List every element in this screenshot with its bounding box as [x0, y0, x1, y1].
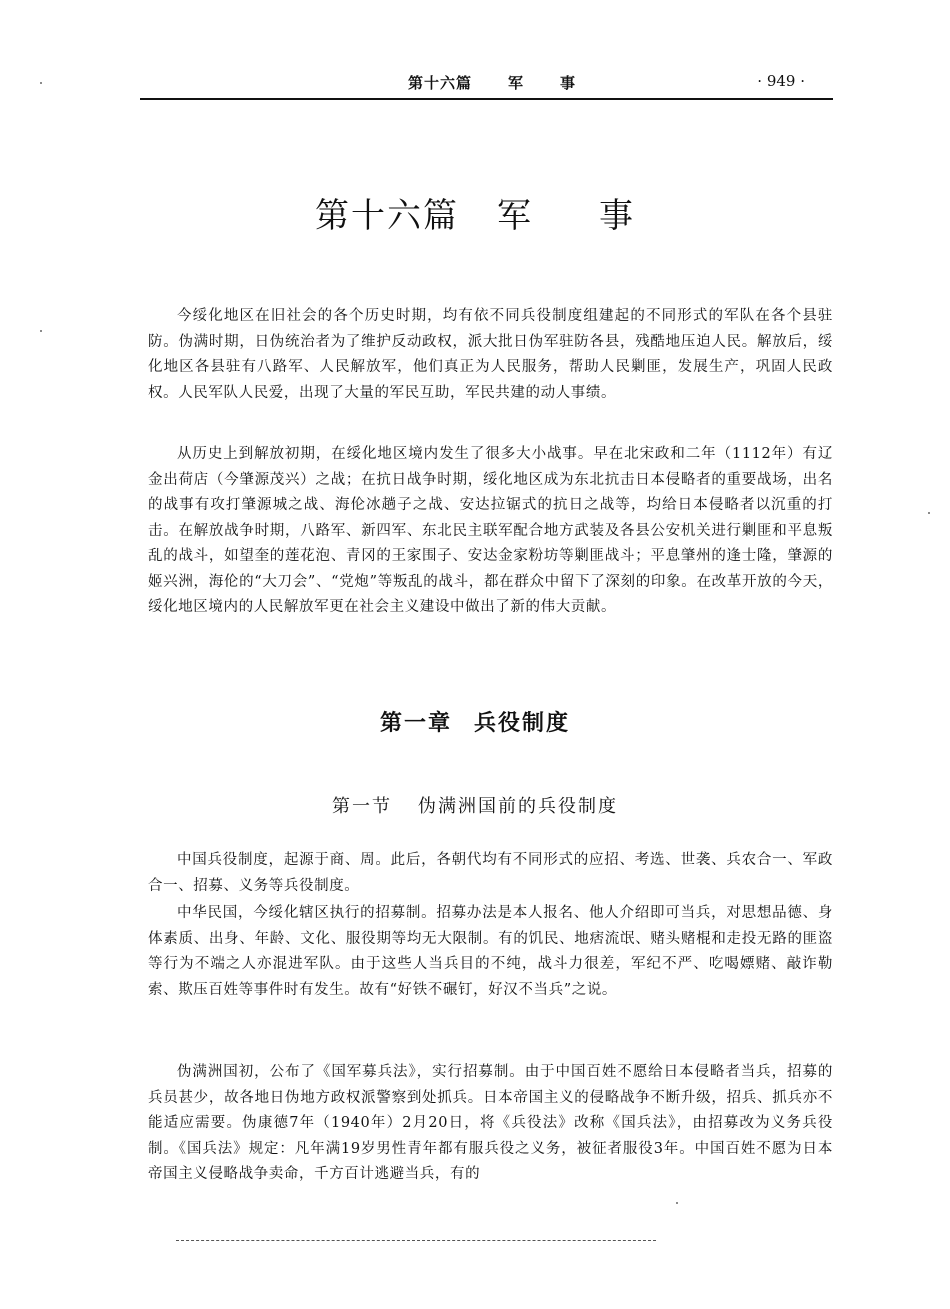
section-title	[0, 792, 950, 818]
bottom-dashed-rule	[176, 1240, 656, 1241]
body-paragraph-1: 中国兵役制度，起源于商、周。此后，各朝代均有不同形式的应招、考选、世袭、兵农合一、军政合一、招募、义务等兵役制度。	[148, 852, 833, 894]
scan-speck	[928, 512, 930, 514]
running-head-char1: 军	[508, 74, 525, 92]
section-number: 第一节	[332, 796, 392, 817]
intro-paragraph-1: 今绥化地区在旧社会的各个历史时期，均有依不同兵役制度组建起的不同形式的军队在各个县驻防。伪满时期，日伪统治者为了维护反动政权，派大批日伪军驻防各县，残酷地压迫人民。解放后，绥化地区各县驻有八路军、人民解放军，他们真正为人民服务，帮助人民剿匪，发展生产，巩固人民政权。人民军队人民爱，出现了大量的军民互助，军民共建的动人事绩。	[148, 308, 833, 401]
running-head-title	[408, 72, 576, 93]
intro-paragraph-2: 从历史上到解放初期，在绥化地区境内发生了很多大小战事。早在北宋政和二年（1112年）有辽金出荷店（今肇源茂兴）之战；在抗日战争时期，绥化地区成为东北抗击日本侵略者的重要战场，出名的战事有攻打肇源城之战、海伦冰趟子之战、安达拉锯式的抗日之战等，均给日本侵略者以沉重的打击。在解放战争时期，八路军、新四军、东北民主联军配合地方武装及各县公安机关进行剿匪和平息叛乱的战斗，如望奎的莲花泡、青冈的王家围子、安达金家粉坊等剿匪战斗；平息肇州的逢士隆，肇源的姬兴洲，海伦的“大刀会”、“党炮”等叛乱的战斗，都在群众中留下了深刻的印象。在改革开放的今天，绥化地区境内的人民解放军更在社会主义建设中做出了新的伟大贡献。	[148, 446, 833, 615]
part-title-number: 第十六篇	[315, 196, 459, 236]
chapter-title	[0, 706, 950, 737]
part-title-char2: 事	[599, 196, 635, 236]
body-paragraph-3: 伪满洲国初，公布了《国军募兵法》，实行招募制。由于中国百姓不愿给日本侵略者当兵，招募的兵员甚少，故各地日伪地方政权派警察到处抓兵。日本帝国主义的侵略战争不断升级，招兵、抓兵亦不能适应需要。伪康德7年（1940年）2月20日，将《兵役法》改称《国兵法》，由招募改为义务兵役制。《国兵法》规定：凡年满19岁男性青年都有服兵役之义务，被征者服役3年。中国百姓不愿为日本帝国主义侵略战争卖命，千方百计逃避当兵，有的	[148, 1064, 833, 1182]
part-title	[0, 188, 950, 237]
part-title-char1: 军	[497, 196, 533, 236]
section-name: 伪满洲国前的兵役制度	[418, 796, 618, 817]
running-head-part: 第十六篇	[408, 74, 473, 92]
chapter-name: 兵役制度	[474, 711, 571, 736]
page-number: · 949 ·	[757, 72, 805, 90]
scan-speck	[40, 330, 42, 332]
chapter-number: 第一章	[379, 711, 452, 736]
running-head	[140, 68, 833, 100]
scan-speck	[676, 1202, 678, 1204]
body-paragraph-2: 中华民国，今绥化辖区执行的招募制。招募办法是本人报名、他人介绍即可当兵，对思想品德、身体素质、出身、年龄、文化、服役期等均无大限制。有的饥民、地痞流氓、赌头赌棍和走投无路的匪盗等行为不端之人亦混进军队。由于这些人当兵目的不纯，战斗力很差，军纪不严、吃喝嫖赌、敲诈勒索、欺压百姓等事件时有发生。故有“好铁不碾钉，好汉不当兵”之说。	[148, 905, 833, 998]
scan-speck	[40, 82, 42, 84]
running-head-char2: 事	[560, 74, 577, 92]
